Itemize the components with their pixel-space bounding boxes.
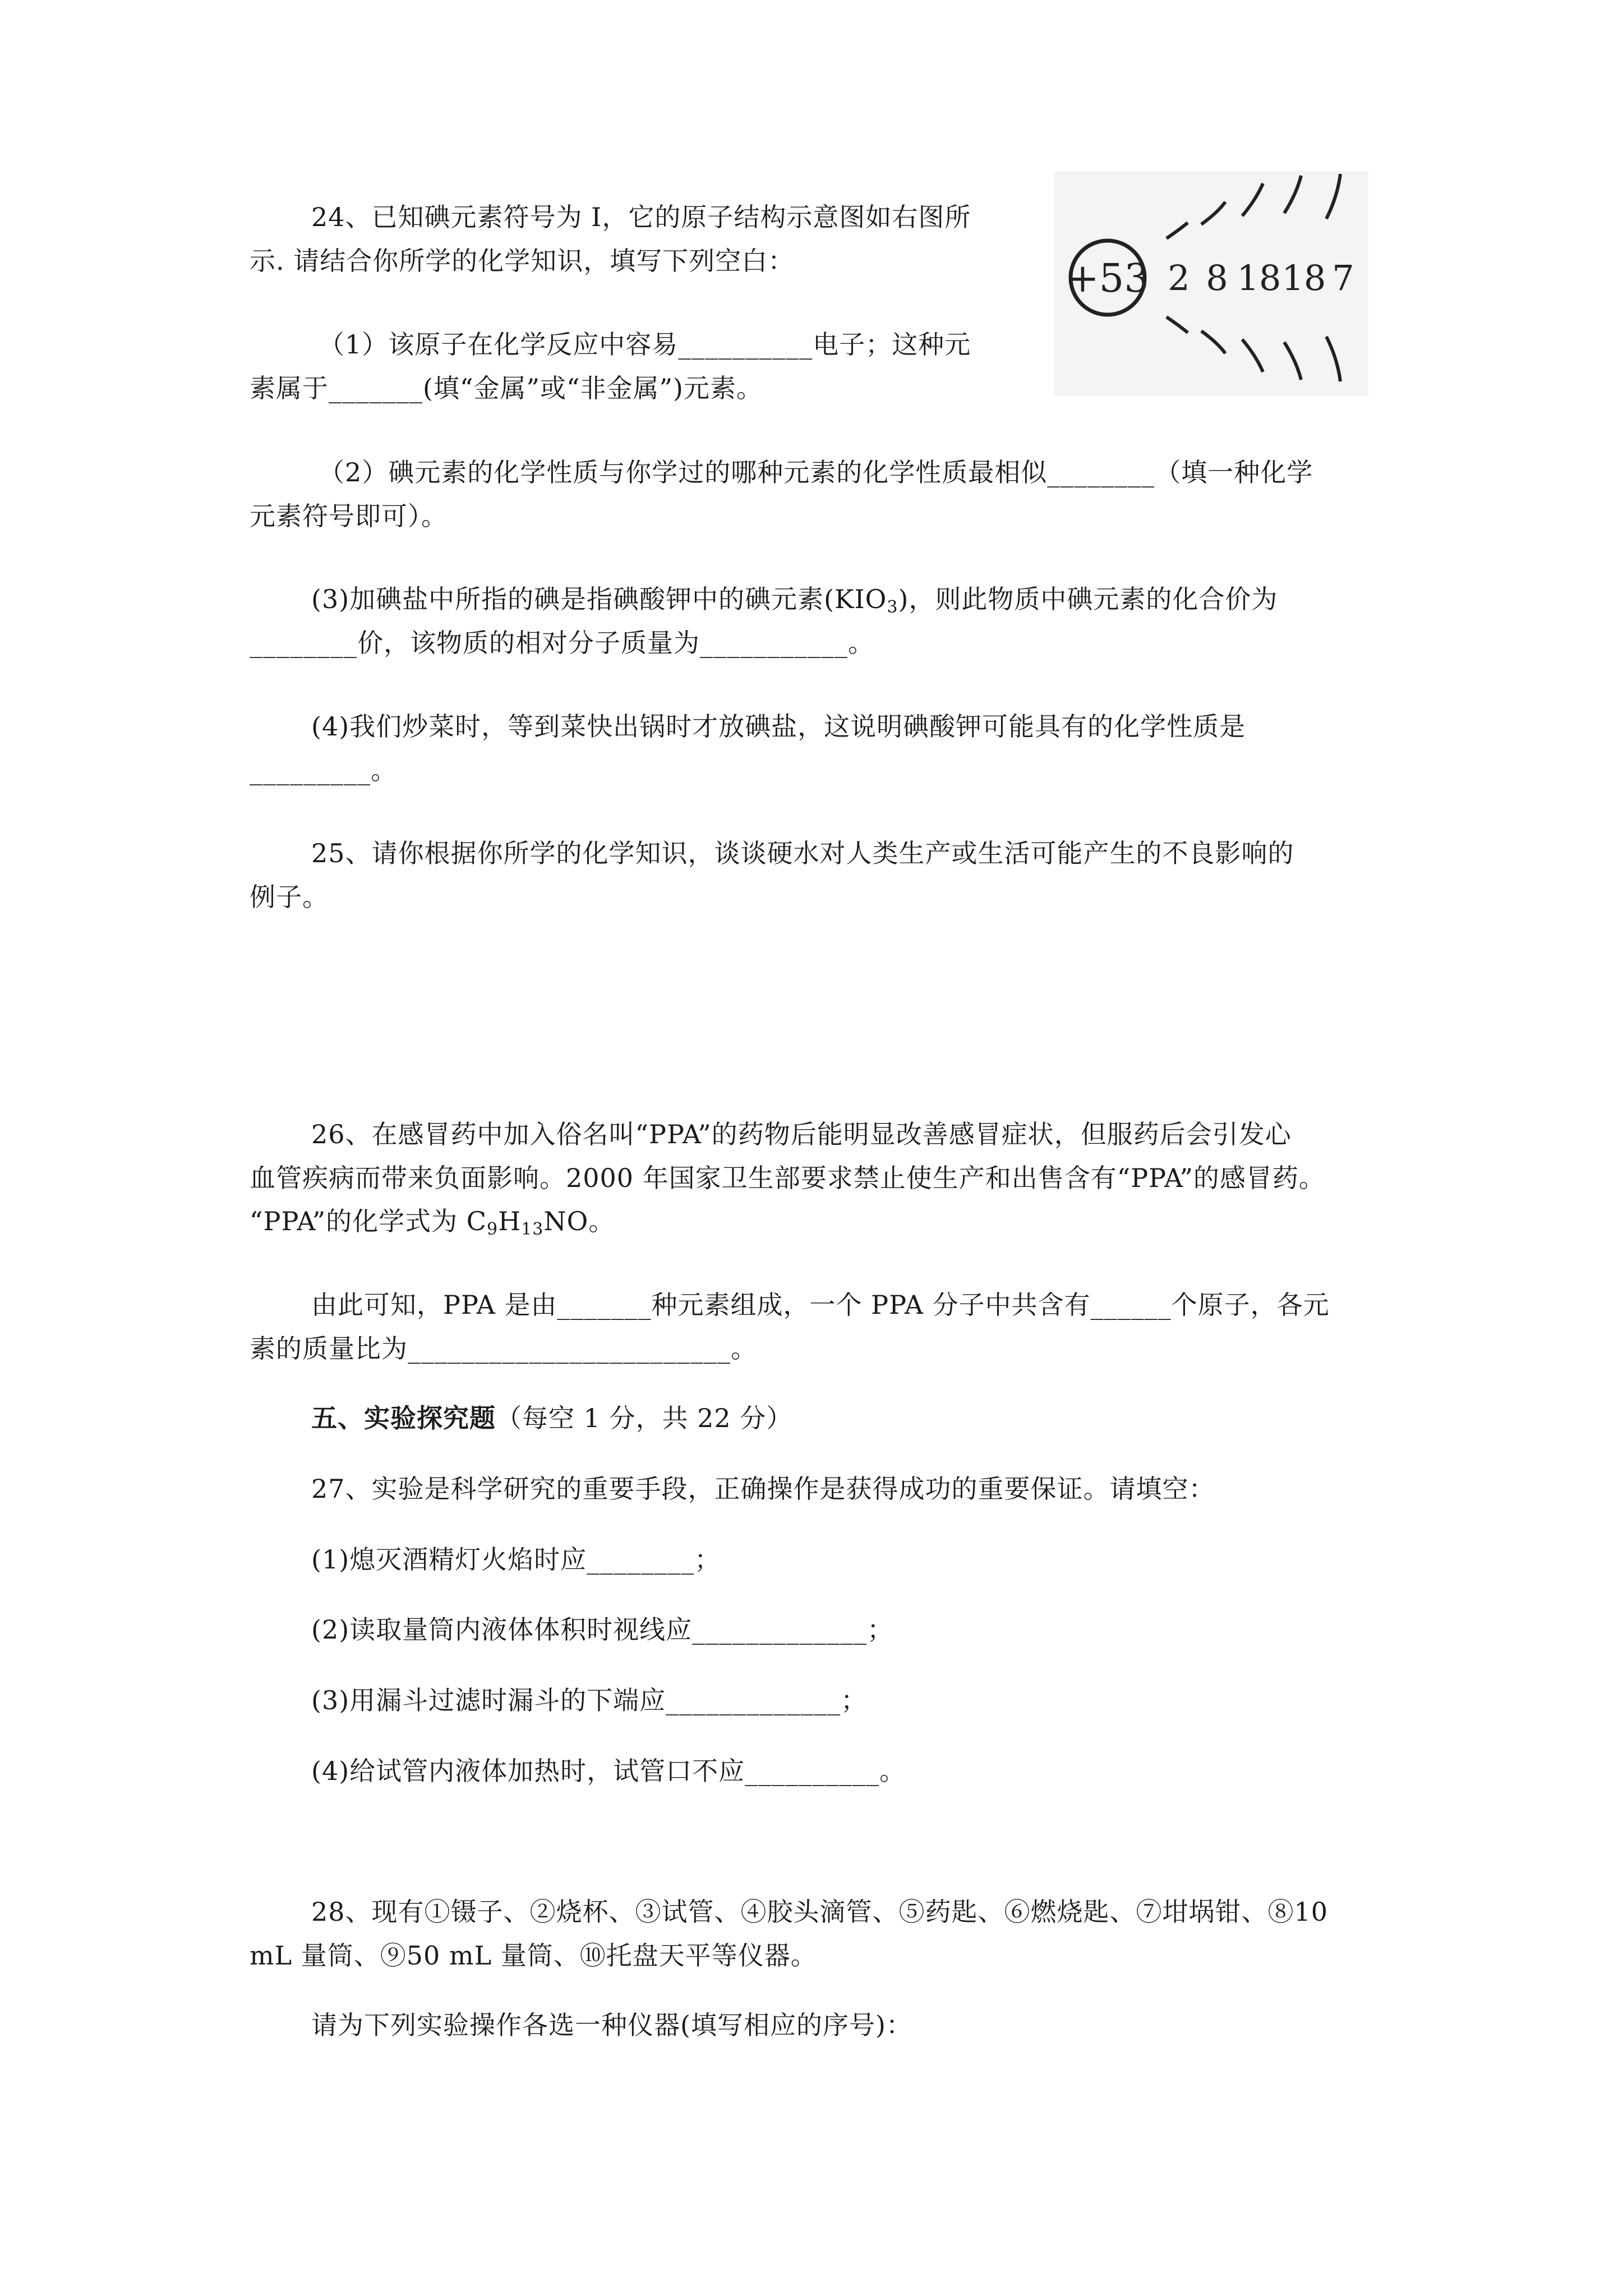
- section5-heading: [311, 1401, 792, 1435]
- q26-line5: 素的质量比为________________________。: [250, 1333, 757, 1364]
- q26-formula-text-b: H: [498, 1206, 522, 1236]
- q26-formula-text-a: “PPA”的化学式为 C: [250, 1206, 487, 1236]
- section5-title: 五、实验探究题: [311, 1403, 496, 1433]
- q24-part1-line1: （1）该原子在化学反应中容易__________电子；这种元: [319, 329, 971, 360]
- q24-part2-line2: 元素符号即可）。: [250, 501, 448, 531]
- q24-part3-line1: [311, 582, 1278, 616]
- q25-line1: 25、请你根据你所学的化学知识，谈谈硬水对人类生产或生活可能产生的不良影响的: [311, 838, 1294, 868]
- section5-note: （每空 1 分，共 22 分）: [496, 1403, 793, 1433]
- shell-count-5: 7: [1332, 257, 1354, 298]
- shell-count-3: 18: [1237, 257, 1281, 298]
- q24-part3-text-b: )，则此物质中碘元素的化合价为: [898, 584, 1278, 614]
- q27-stem: 27、实验是科学研究的重要手段，正确操作是获得成功的重要保证。请填空：: [311, 1474, 1215, 1504]
- q24-stem-line2: 示. 请结合你所学的化学知识，填写下列空白：: [250, 246, 795, 276]
- q24-part2-line1: （2）碘元素的化学性质与你学过的哪种元素的化学性质最相似________（填一种化学: [319, 457, 1313, 487]
- q24-part3-line2: ________价，该物质的相对分子质量为___________。: [250, 628, 874, 658]
- iodine-atom-diagram: [1054, 171, 1368, 395]
- q24-part3-text-a: (3)加碘盐中所指的碘是指碘酸钾中的碘元素(KIO: [311, 584, 887, 614]
- nucleus-charge: +53: [1066, 255, 1149, 301]
- shell-count-4: 18: [1281, 257, 1326, 298]
- q25-line2: 例子。: [250, 882, 329, 912]
- q26-line1: 26、在感冒药中加入俗名叫“PPA”的药物后能明显改善感冒症状，但服药后会引发心: [311, 1119, 1292, 1149]
- q26-formula-sub-c: 9: [487, 1220, 499, 1239]
- shell-count-2: 8: [1206, 257, 1228, 298]
- q27-item4: (4)给试管内液体加热时，试管口不应__________。: [311, 1756, 906, 1786]
- q28-line1: 28、现有①镊子、②烧杯、③试管、④胶头滴管、⑤药匙、⑥燃烧匙、⑦坩埚钳、⑧10: [311, 1897, 1329, 1927]
- q24-stem-line1: 24、已知碘元素符号为 I，它的原子结构示意图如右图所: [311, 202, 971, 232]
- q26-line4: 由此可知，PPA 是由_______种元素组成，一个 PPA 分子中共含有______个原子，各元: [311, 1290, 1330, 1320]
- q24-part3-subscript: 3: [887, 597, 898, 617]
- q28-line2: mL 量筒、⑨50 mL 量筒、⑩托盘天平等仪器。: [250, 1940, 817, 1971]
- q24-part4-line2: _________。: [250, 755, 397, 785]
- q26-line2: 血管疾病而带来负面影响。2000 年国家卫生部要求禁止使生产和出售含有“PPA”的感冒药。: [250, 1163, 1325, 1193]
- q27-item3: (3)用漏斗过滤时漏斗的下端应_____________；: [311, 1685, 868, 1715]
- q26-formula-line: [250, 1204, 615, 1238]
- q24-part1-line2: 素属于_______(填“金属”或“非金属”)元素。: [250, 373, 763, 403]
- q27-item2: (2)读取量筒内液体体积时视线应_____________；: [311, 1614, 894, 1645]
- q26-formula-sub-h: 13: [521, 1220, 544, 1239]
- q24-part4-line1: (4)我们炒菜时，等到菜快出锅时才放碘盐，这说明碘酸钾可能具有的化学性质是: [311, 711, 1246, 742]
- q28-line3: 请为下列实验操作各选一种仪器(填写相应的序号)：: [311, 2010, 912, 2040]
- q26-formula-text-c: NO。: [543, 1206, 615, 1236]
- q27-item1: (1)熄灭酒精灯火焰时应________；: [311, 1544, 721, 1575]
- shell-count-1: 2: [1168, 257, 1190, 298]
